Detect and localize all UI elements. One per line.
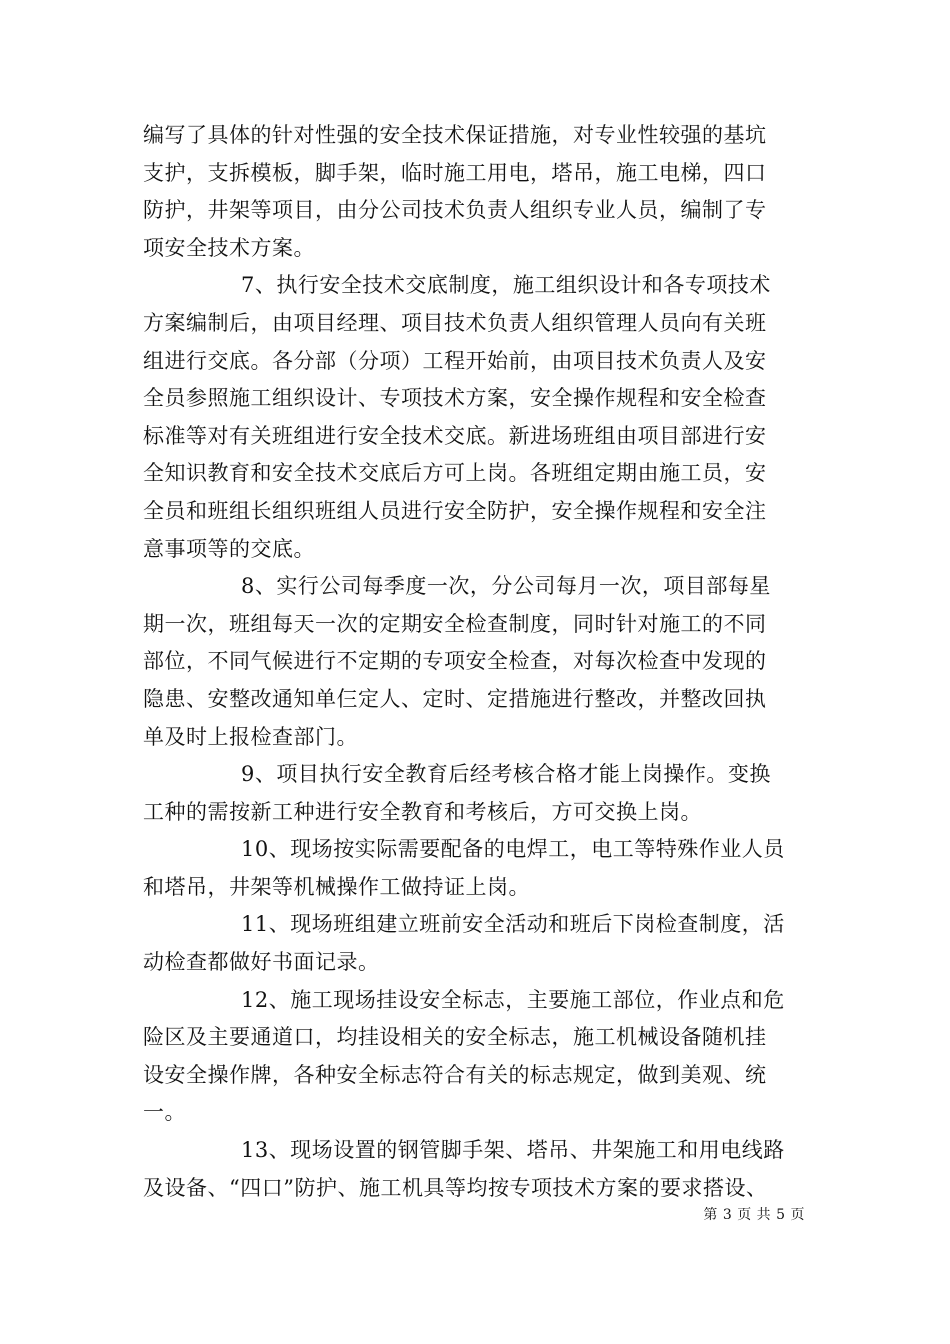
document-body [143, 117, 823, 1207]
text-line: 设安全操作牌，各种安全标志符合有关的标志规定，做到美观、统 [143, 1062, 767, 1087]
text-line: 意事项等的交底。 [143, 536, 315, 561]
text-line: 隐患、安整改通知单仨定人、定时、定措施进行整改，并整改回执 [143, 686, 767, 711]
text-line: 13、现场设置的钢管脚手架、塔吊、井架施工和用电线路 [241, 1138, 785, 1163]
paragraph [143, 1132, 823, 1207]
text-line: 项安全技术方案。 [143, 235, 315, 260]
text-line: 编写了具体的针对性强的安全技术保证措施，对专业性较强的基坑 [143, 123, 767, 147]
text-line: 及设备、“四口”防护、施工机具等均按专项技术方案的要求搭设、 [143, 1175, 768, 1200]
text-line: 标准等对有关班组进行安全技术交底。新进场班组由项目部进行安 [143, 423, 767, 448]
text-line: 11、现场班组建立班前安全活动和班后下岗检查制度，活 [241, 912, 785, 937]
text-line: 险区及主要通道口，均挂设相关的安全标志，施工机械设备随机挂 [143, 1025, 767, 1050]
text-line: 10、现场按实际需要配备的电焊工，电工等特殊作业人员 [241, 837, 785, 862]
paragraph [143, 756, 823, 831]
text-line: 全员参照施工组织设计、专项技术方案，安全操作规程和安全检查 [143, 386, 767, 411]
text-line: 防护，井架等项目，由分公司技术负责人组织专业人员，编制了专 [143, 198, 767, 223]
text-line: 支护，支拆模板，脚手架，临时施工用电，塔吊，施工电梯，四口 [143, 160, 767, 185]
paragraph [143, 117, 823, 267]
text-line: 12、施工现场挂设安全标志，主要施工部位，作业点和危 [241, 987, 785, 1012]
text-line: 组进行交底。各分部（分项）工程开始前，由项目技术负责人及安 [143, 348, 767, 373]
text-line: 全员和班组长组织班组人员进行安全防护，安全操作规程和安全注 [143, 498, 767, 523]
paragraph [143, 906, 823, 981]
paragraph [143, 982, 823, 1132]
text-line: 一。 [143, 1100, 186, 1125]
text-line: 7、执行安全技术交底制度，施工组织设计和各专项技术 [241, 273, 771, 298]
paragraph [143, 267, 823, 568]
text-line: 全知识教育和安全技术交底后方可上岗。各班组定期由施工员，安 [143, 461, 767, 486]
page-number-footer: 第 3 页 共 5 页 [703, 1207, 805, 1223]
text-line: 和塔吊，井架等机械操作工做持证上岗。 [143, 874, 530, 899]
paragraph [143, 831, 823, 906]
text-line: 部位，不同气候进行不定期的专项安全检查，对每次检查中发现的 [143, 649, 767, 674]
text-line: 方案编制后，由项目经理、项目技术负责人组织管理人员向有关班 [143, 310, 767, 335]
text-line: 8、实行公司每季度一次，分公司每月一次，项目部每星 [241, 574, 771, 599]
paragraph [143, 568, 823, 756]
text-line: 9、项目执行安全教育后经考核合格才能上岗操作。变换 [241, 762, 771, 787]
text-line: 期一次，班组每天一次的定期安全检查制度，同时针对施工的不同 [143, 611, 767, 636]
text-line: 动检查都做好书面记录。 [143, 950, 380, 975]
text-line: 工种的需按新工种进行安全教育和考核后，方可交换上岗。 [143, 799, 702, 824]
text-line: 单及时上报检查部门。 [143, 724, 358, 749]
